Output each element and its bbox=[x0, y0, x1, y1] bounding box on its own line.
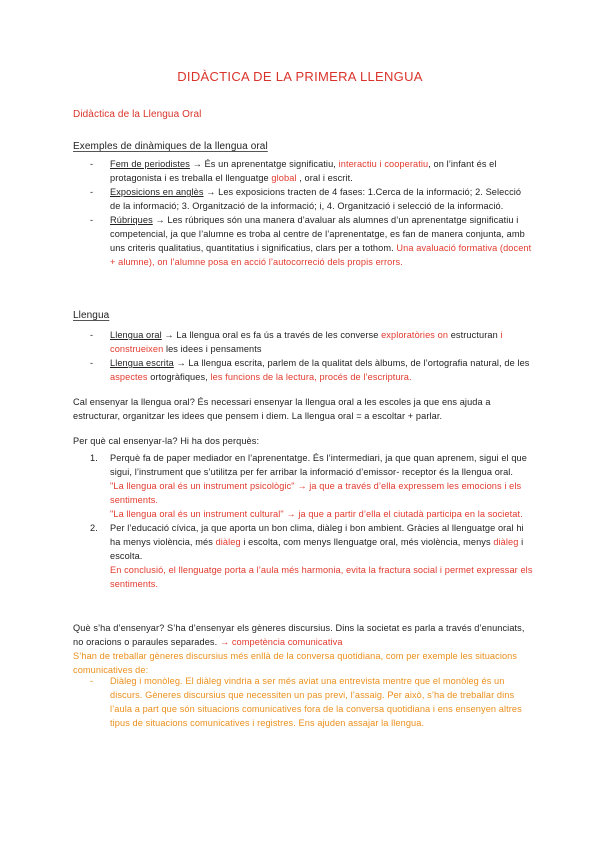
highlight-text: → competència comunicativa bbox=[219, 637, 343, 647]
paragraph-reasons-intro: Per què cal ensenyar-la? Hi ha dos perquès: bbox=[73, 436, 260, 446]
paragraph-genres: S’han de treballar gèneres discursius més enllà de la conversa quotidiana, com per exemple les situacions comunicatives de: bbox=[73, 651, 518, 675]
item-text: La llengua escrita, parlem de la qualitat dels àlbums, de l’ortografia natural, de les bbox=[188, 358, 530, 368]
dynamics-list bbox=[73, 157, 533, 269]
arrow-glyph: → bbox=[161, 330, 177, 340]
section-heading-llengua bbox=[73, 309, 109, 323]
section-heading-text: Llengua bbox=[73, 310, 110, 321]
item-text: La llengua oral es fa ús a través de les converse bbox=[176, 330, 382, 340]
reason-text: Per l’educació cívica, ja que aporta un bon clima, diàleg i bon ambient. Gràcies al llenguatge oral hi ha menys violència, més bbox=[110, 523, 524, 547]
item-text: estructuran bbox=[448, 330, 501, 340]
term-label: Llengua oral bbox=[110, 330, 162, 340]
highlight-text: exploratòries on bbox=[381, 330, 449, 340]
reason-text: i escolta, com menys llenguatge oral, més violència, menys bbox=[240, 537, 494, 547]
item-text: , oral i escrit. bbox=[296, 173, 353, 183]
paragraph-what-teach bbox=[73, 621, 533, 649]
dash-bullet: - bbox=[90, 358, 94, 368]
term-label: Fem de periodistes bbox=[110, 159, 190, 169]
page-title: DIDÀCTICA DE LA PRIMERA LLENGUA bbox=[177, 69, 423, 84]
term-label: Llengua escrita bbox=[110, 358, 174, 368]
list-item-llengua-escrita bbox=[73, 356, 533, 384]
reason-item-2 bbox=[73, 521, 533, 591]
reason-text: Perquè fa de paper mediador en l’aprenentatge. És l’intermediari, ja que quan aprenem, sigui el que sigui, l’instrument que s’utilitza per fer arribar la informació d’emissor- receptor és la llengua oral. bbox=[110, 453, 527, 477]
reason-item-1 bbox=[73, 451, 533, 521]
dash-bullet: - bbox=[90, 676, 94, 686]
dash-bullet: - bbox=[90, 159, 94, 169]
item-text: Diàleg i monòleg. El diàleg vindria a ser més aviat una entrevista mentre que el monòleg és un discurs. Gèneres discursius que necessiten un pas previ, l’assaig. Per això, s’ha de treballar dins l’aula a part que són situacions comunicatives fora de la conversa quotidiana i ens ensenyen altres tipus de situacions comunicatives i registres. Ens ajuden assajar la llengua. bbox=[110, 676, 522, 728]
item-text: ortogràfiques, bbox=[147, 372, 211, 382]
highlight-text: les funcions de la lectura, procés de l’escriptura. bbox=[210, 372, 412, 382]
genres-list bbox=[73, 674, 533, 730]
highlight-text: diàleg bbox=[493, 537, 519, 547]
arrow-glyph: → bbox=[152, 215, 168, 225]
highlight-text: "La llengua oral és un instrument cultural" → ja que a partir d’ella el ciutadà participa en la societat. bbox=[110, 509, 523, 519]
list-number: 1. bbox=[90, 453, 98, 463]
highlight-text: i construeixen bbox=[110, 330, 503, 354]
item-text: les idees i pensaments bbox=[163, 344, 262, 354]
arrow-glyph: → bbox=[189, 159, 205, 169]
section-heading-dynamics bbox=[73, 140, 268, 154]
list-item-llengua-oral bbox=[73, 328, 533, 356]
dash-bullet: - bbox=[90, 187, 94, 197]
term-label: Exposicions en anglès bbox=[110, 187, 204, 197]
item-text: Les exposicions tracten de 4 fases: 1.Cerca de la informació; 2. Selecció de la informació; 3. Organització de la informació; i, 4. Organització i selecció de la informació. bbox=[110, 187, 522, 211]
dash-bullet: - bbox=[90, 330, 94, 340]
list-item-rubriques bbox=[73, 213, 533, 269]
dash-bullet: - bbox=[90, 215, 94, 225]
list-item-fem-periodistes bbox=[73, 157, 533, 185]
item-text: , on l’infant és el protagonista i es treballa el llenguatge bbox=[110, 159, 497, 183]
section-heading-text: Exemples de dinàmiques de la llengua oral bbox=[73, 141, 268, 152]
item-text: És un aprenentatge significatiu, bbox=[204, 159, 339, 169]
highlight-text: Una avaluació formativa (docent + alumne), on l’alumne posa en acció l’autocorreció dels propis errors. bbox=[110, 243, 532, 267]
list-number: 2. bbox=[90, 523, 98, 533]
list-item-dialeg-monoleg bbox=[73, 674, 533, 730]
reasons-list bbox=[73, 451, 533, 591]
paragraph-text: Què s’ha d’ensenyar? S’ha d’ensenyar els gèneres discursius. Dins la societat es parla a través d’enunciats, no oracions o paraules separades. bbox=[73, 623, 525, 647]
paragraph-why-teach: Cal ensenyar la llengua oral? És necessari ensenyar la llengua oral a les escoles ja que ens ajuda a estructurar, organitzar les idees que pensem i diem. La llengua oral = a escoltar + parlar. bbox=[73, 397, 491, 421]
highlight-text: aspectes bbox=[110, 372, 148, 382]
term-label: Rúbriques bbox=[110, 215, 153, 225]
arrow-glyph: → bbox=[173, 358, 189, 368]
item-text: Les rúbriques són una manera d’avaluar als alumnes d’un aprenentatge significatiu i competencial, ja que l’alumne es troba al centre de l’aprenentatge, es fan de manera conjunta, amb uns criteris qualitatius, quantitatius i significatius, clars per a tothom. bbox=[110, 215, 525, 253]
highlight-text: interactiu i cooperatiu bbox=[338, 159, 429, 169]
highlight-text: global bbox=[271, 173, 297, 183]
highlight-text: diàleg bbox=[215, 537, 241, 547]
highlight-text: "La llengua oral és un instrument psicològic" → ja que a través d’ella expressem les emocions i els sentiments. bbox=[110, 481, 522, 505]
list-item-exposicions bbox=[73, 185, 533, 213]
llengua-list bbox=[73, 328, 533, 384]
conclusion-text: En conclusió, el llenguatge porta a l’aula més harmonia, evita la fractura social i permet expressar els sentiments. bbox=[110, 565, 533, 589]
document-subtitle: Didàctica de la Llengua Oral bbox=[73, 109, 202, 120]
arrow-glyph: → bbox=[203, 187, 219, 197]
reason-text: i escolta. bbox=[110, 537, 524, 561]
